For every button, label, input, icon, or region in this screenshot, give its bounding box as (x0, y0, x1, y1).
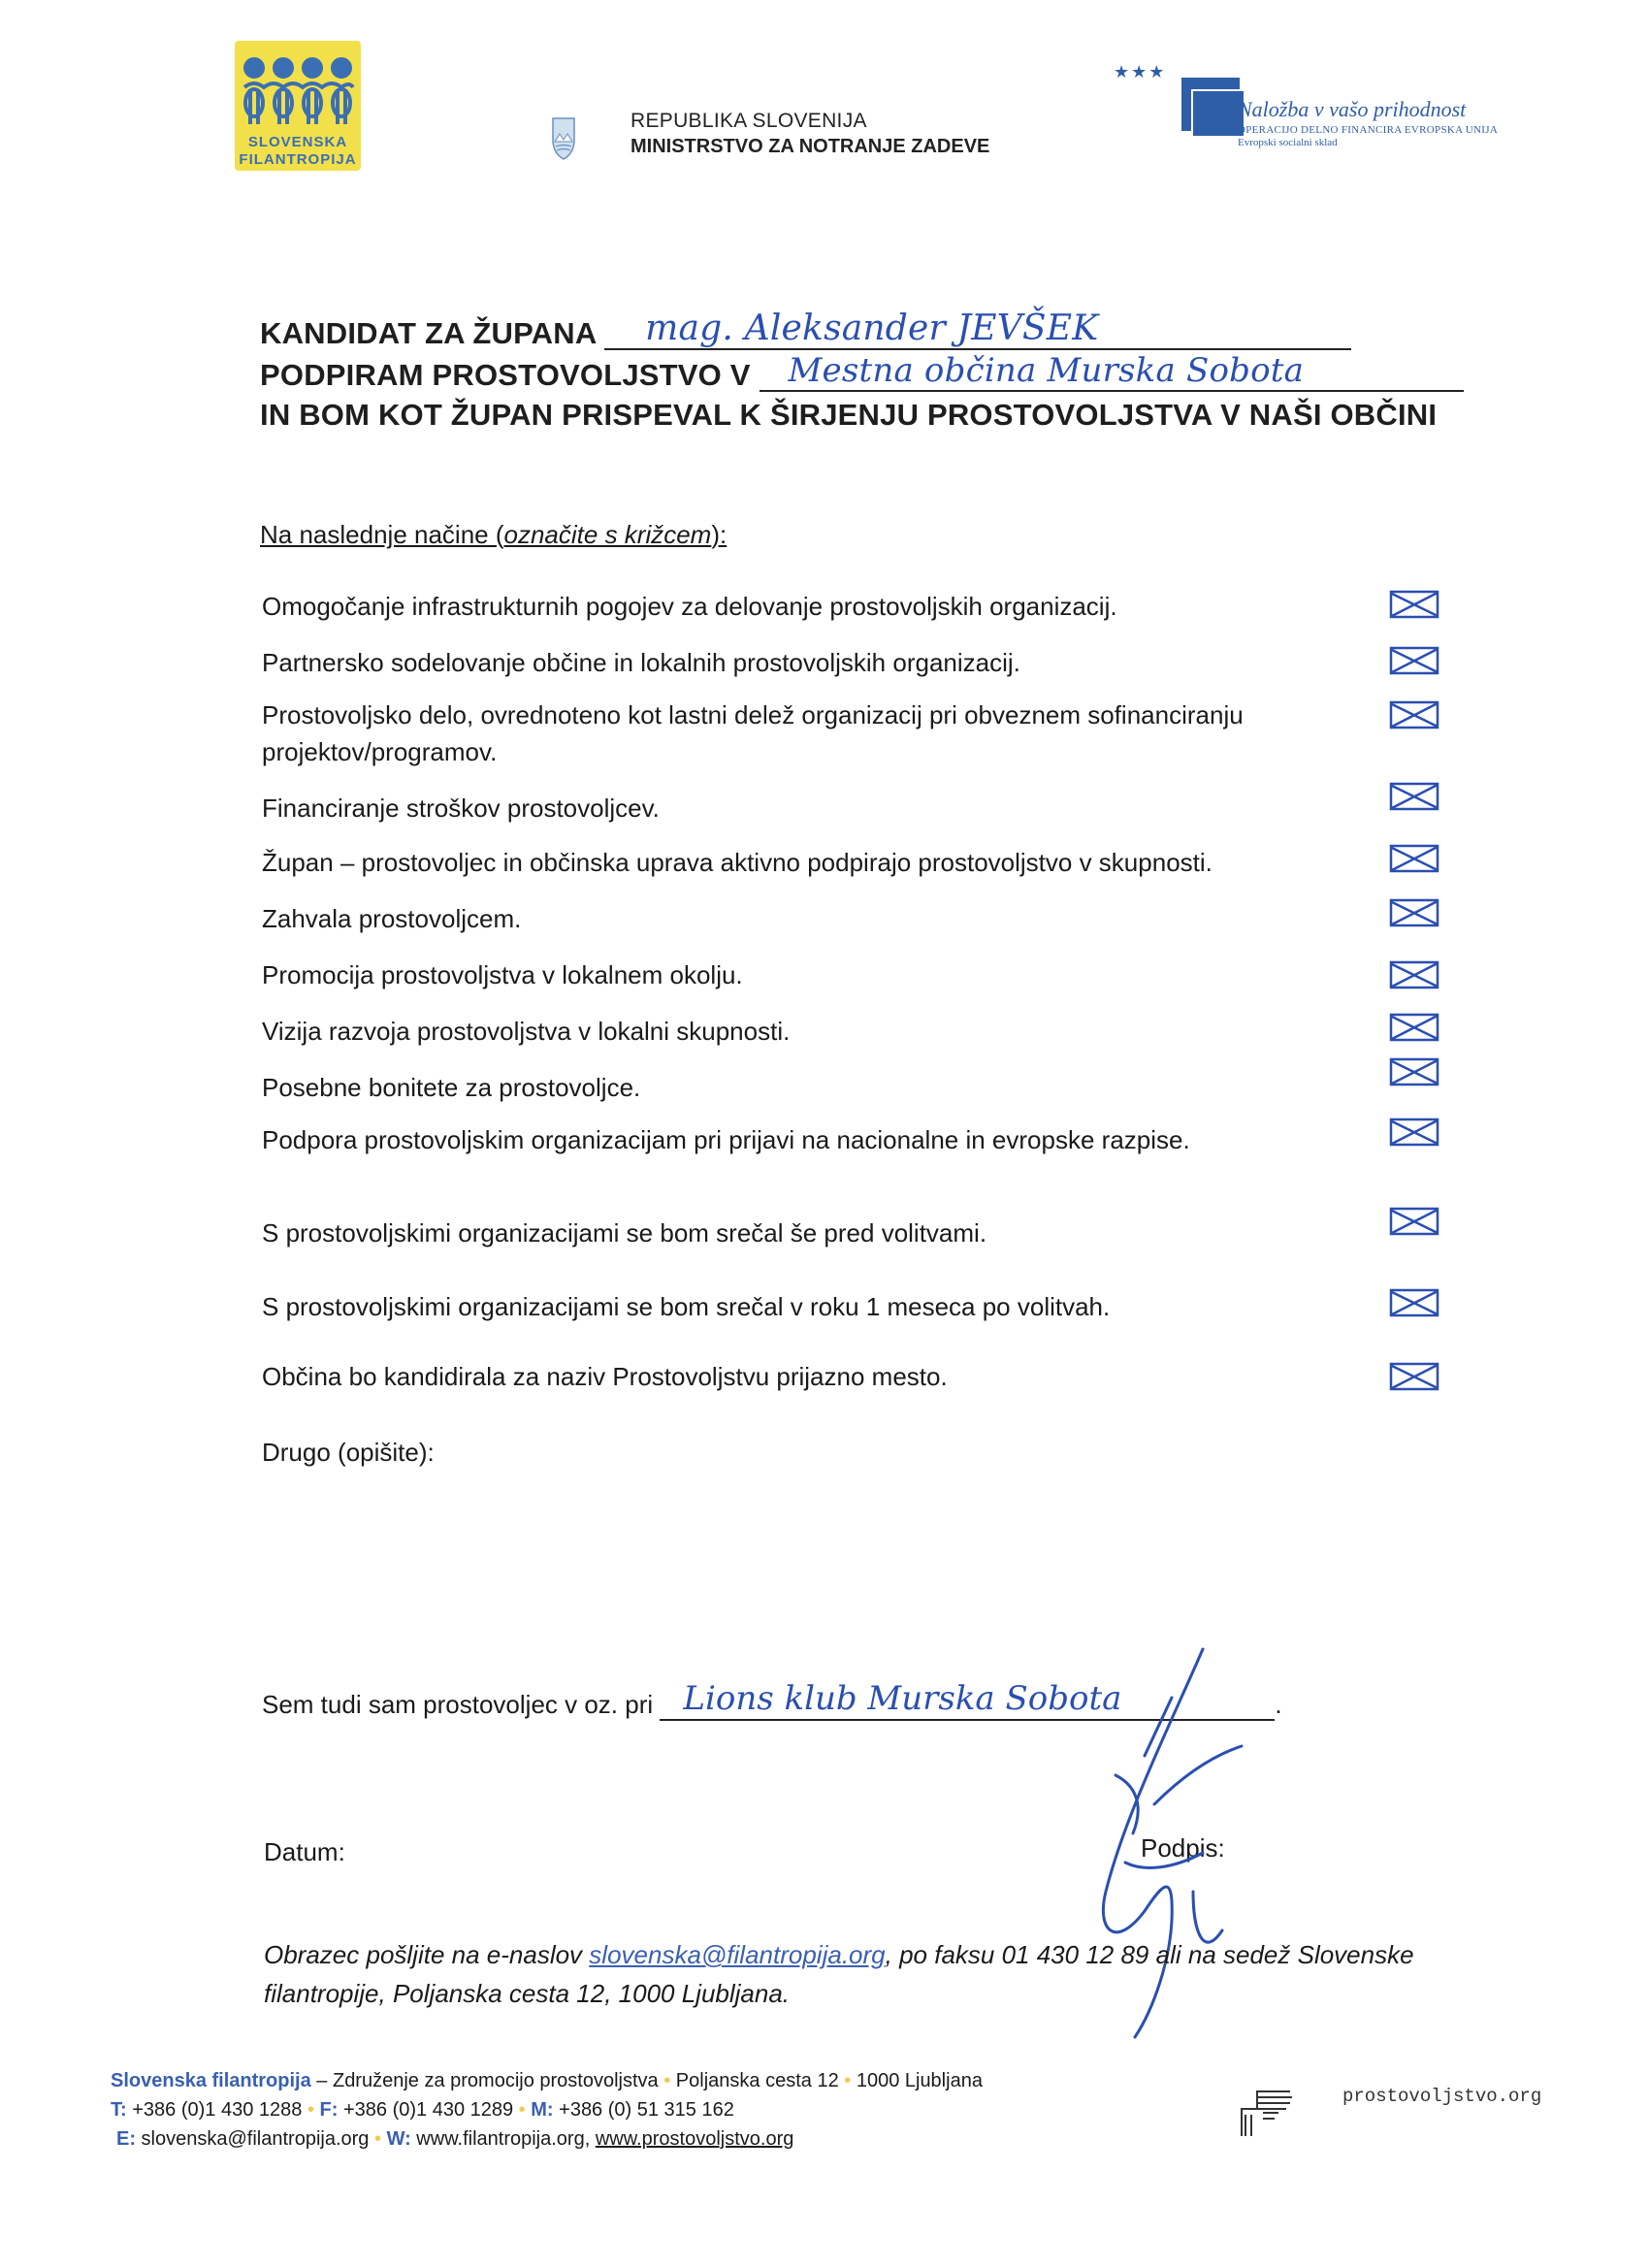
item-text: Vizija razvoja prostovoljstva v lokalni skupnosti. (262, 1017, 791, 1046)
dot-separator-icon: • (663, 2070, 671, 2091)
checkbox-checked[interactable] (1389, 898, 1439, 927)
footer-addr-city: 1000 Ljubljana (851, 2070, 983, 2091)
item-text: Promocija prostovoljstva v lokalnem okolju. (262, 960, 743, 989)
checkbox-checked[interactable] (1389, 782, 1439, 811)
people-figures-icon (241, 54, 355, 132)
list-item (262, 956, 1358, 993)
list-item (262, 1013, 1358, 1050)
sf-logo-text-1: SLOVENSKA (247, 134, 348, 150)
footer-addr-street: Poljanska cesta 12 (670, 2070, 845, 2091)
item-text: S prostovoljskimi organizacijami se bom srečal v roku 1 meseca po volitvah. (262, 1292, 1111, 1321)
footer-line-1 (111, 2070, 983, 2092)
eu-fund-name: Evropski socialni sklad (1238, 137, 1338, 148)
item-text: Podpora prostovoljskim organizacijam pri prijavi na nacionalne in evropske razpise. (262, 1125, 1190, 1154)
list-item (262, 1215, 1358, 1251)
candidate-field[interactable] (604, 308, 1351, 350)
send-text-1: Obrazec pošljite na e-naslov (264, 1940, 590, 1969)
support-label: PODPIRAM PROSTOVOLJSTVO V (260, 358, 751, 392)
dot-separator-icon: • (307, 2099, 314, 2121)
checkbox-checked[interactable] (1389, 700, 1439, 729)
support-line (260, 351, 1464, 396)
slovenska-filantropija-logo (235, 41, 361, 171)
municipality-field[interactable] (760, 351, 1464, 392)
municipality-value: Mestna občina Murska Sobota (788, 351, 1305, 390)
list-item (262, 644, 1358, 681)
candidate-line (260, 308, 1351, 354)
intro-italic: označite s križcem (503, 520, 712, 549)
send-instructions (264, 1940, 1414, 1970)
checkbox-checked[interactable] (1389, 646, 1439, 675)
checkbox-checked[interactable] (1389, 1207, 1439, 1236)
phone-label: T: (111, 2099, 127, 2121)
item-text: Partnersko sodelovanje občine in lokalnih prostovoljskih organizacij. (262, 648, 1020, 677)
candidate-value: mag. Aleksander JEVŠEK (645, 308, 1099, 348)
list-item (262, 1288, 1358, 1325)
fax-label: F: (319, 2099, 339, 2121)
item-text: Zahvala prostovoljcem. (262, 904, 522, 933)
pledge-line: IN BOM KOT ŽUPAN PRISPEVAL K ŠIRJENJU PROSTOVOLJSTVA V NAŠI OBČINI (260, 398, 1438, 432)
list-item (262, 697, 1358, 770)
fax-value: +386 (0)1 430 1289 (338, 2099, 519, 2121)
handwritten-signature (1057, 1639, 1271, 2047)
list-item (262, 900, 1358, 937)
item-text: Financiranje stroškov prostovoljcev. (262, 794, 660, 823)
methods-intro (260, 520, 727, 550)
item-text: Župan – prostovoljec in občinska uprava aktivno podpirajo prostovoljstvo v skupnosti. (262, 848, 1212, 877)
checkbox-checked[interactable] (1389, 1013, 1439, 1042)
checkbox-checked[interactable] (1389, 1057, 1439, 1086)
footer-org-desc: – Združenje za promocijo prostovoljstva (310, 2070, 664, 2091)
intro-end: ): (711, 520, 728, 549)
republic-name: REPUBLIKA SLOVENIJA (630, 110, 867, 132)
mobile-value: +386 (0) 51 315 162 (553, 2099, 734, 2121)
checkbox-checked[interactable] (1389, 1118, 1439, 1147)
dot-separator-icon: • (518, 2099, 526, 2121)
list-item (262, 1358, 1358, 1395)
dot-separator-icon: • (373, 2128, 381, 2150)
footer-web[interactable]: www.filantropija.org, (410, 2128, 596, 2150)
item-text: Občina bo kandidirala za naziv Prostovoljstvu prijazno mesto. (262, 1362, 948, 1391)
checkbox-checked[interactable] (1389, 844, 1439, 873)
other-label: Drugo (opišite): (262, 1438, 435, 1467)
mobile-label: M: (531, 2099, 554, 2121)
slovenia-coat-of-arms-icon (551, 114, 576, 161)
footer-email[interactable]: slovenska@filantropija.org (136, 2128, 374, 2150)
footer-web-link[interactable]: www.prostovoljstvo.org (595, 2128, 794, 2150)
hands-logo-icon (1236, 2080, 1294, 2140)
prostovoljstvo-logo-text: prostovoljstvo.org (1342, 2086, 1542, 2107)
phone-value: +386 (0)1 430 1288 (126, 2099, 307, 2121)
list-item (262, 844, 1358, 881)
eu-slogan: Naložba v vašo prihodnost (1238, 97, 1467, 121)
candidate-label: KANDIDAT ZA ŽUPANA (260, 316, 597, 350)
email-link[interactable]: slovenska@filantropija.org (589, 1940, 886, 1969)
checkbox-checked[interactable] (1389, 960, 1439, 989)
date-label: Datum: (264, 1837, 345, 1866)
checkbox-checked[interactable] (1389, 1288, 1439, 1317)
item-text: S prostovoljskimi organizacijami se bom srečal še pred volitvami. (262, 1218, 987, 1247)
intro-text: Na naslednje načine ( (260, 520, 504, 549)
volunteer-label: Sem tudi sam prostovoljec v oz. pri (262, 1690, 654, 1719)
item-text: Prostovoljsko delo, ovrednoteno kot lastni delež organizacij pri obveznem sofinanciranju (262, 700, 1244, 729)
email-label: E: (116, 2128, 136, 2150)
eu-stars-icon: ★★★ (1114, 62, 1167, 81)
checkbox-checked[interactable] (1389, 1362, 1439, 1391)
list-item (262, 588, 1358, 625)
list-item (262, 1069, 1358, 1106)
eu-funding-line: OPERACIJO DELNO FINANCIRA EVROPSKA UNIJA (1238, 124, 1499, 136)
footer-line-3 (116, 2128, 793, 2151)
send-address: filantropije, Poljanska cesta 12, 1000 Ljubljana. (264, 1979, 791, 2008)
send-text-2: , po faksu 01 430 12 89 ali na sedež Slovenske (885, 1940, 1414, 1969)
footer-line-2 (111, 2099, 734, 2122)
dot-separator-icon: • (844, 2070, 852, 2091)
checkbox-checked[interactable] (1389, 590, 1439, 619)
sf-logo-text-2: FILANTROPIJA (239, 151, 357, 168)
item-text: Posebne bonitete za prostovoljce. (262, 1073, 641, 1102)
item-text-continued: projektov/programov. (262, 737, 498, 766)
list-item (262, 1121, 1358, 1158)
signature-label: Podpis: (1141, 1833, 1225, 1863)
footer-org: Slovenska filantropija (111, 2070, 311, 2091)
item-text: Omogočanje infrastrukturnih pogojev za delovanje prostovoljskih organizacij. (262, 592, 1117, 621)
volunteer-value: Lions klub Murska Sobota (683, 1679, 1122, 1718)
web-label: W: (386, 2128, 411, 2150)
volunteer-end: . (1275, 1690, 1282, 1719)
list-item (262, 790, 1358, 826)
ministry-name: MINISTRSTVO ZA NOTRANJE ZADEVE (630, 136, 990, 157)
